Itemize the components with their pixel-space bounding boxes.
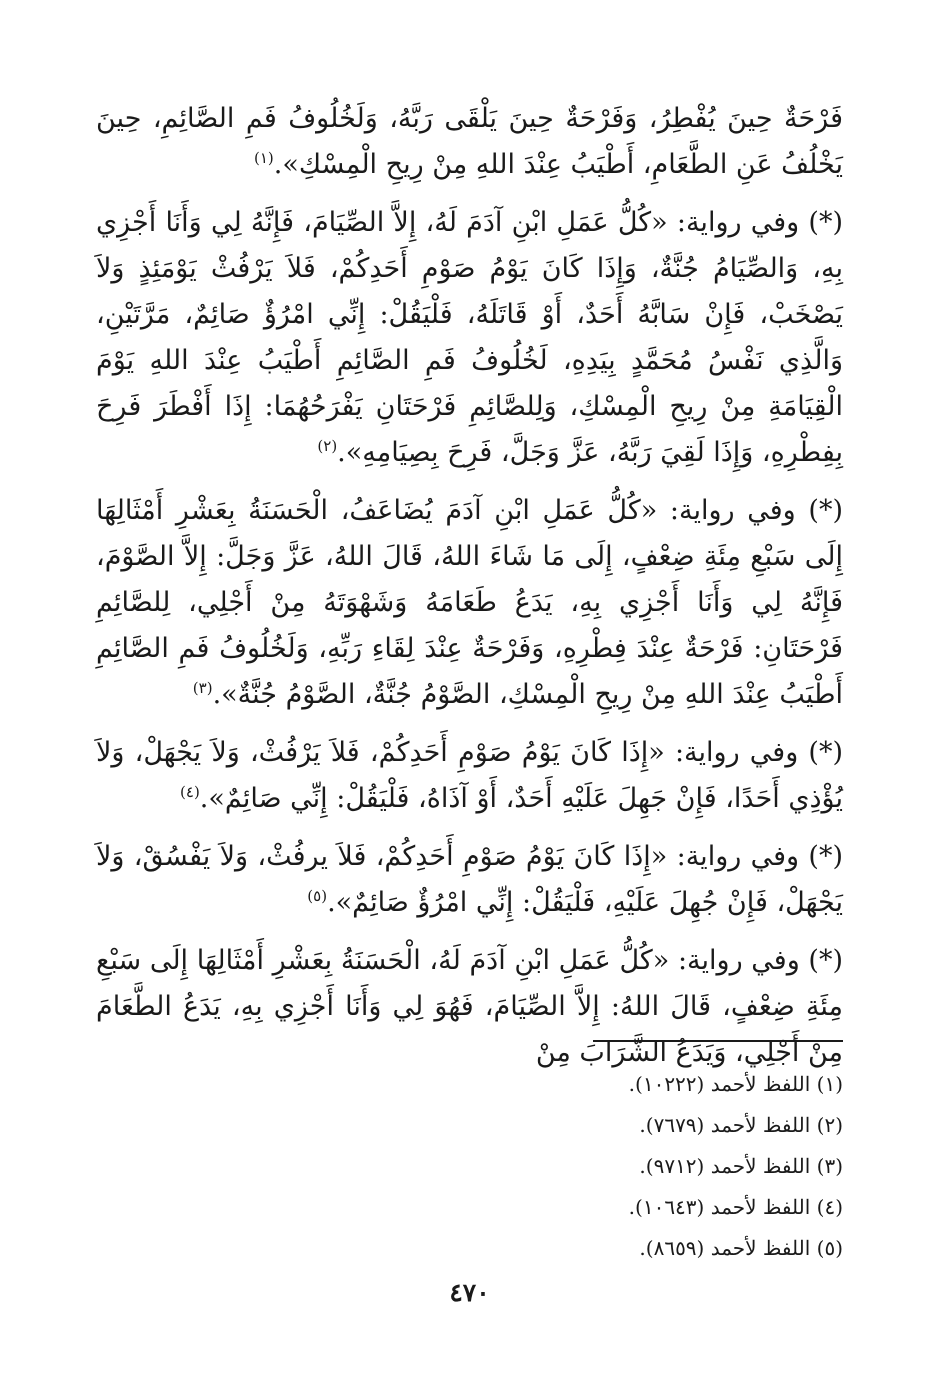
paragraph-text: فَرْحَةٌ حِينَ يُفْطِرُ، وَفَرْحَةٌ حِينَ يَلْقَى رَبَّهُ، وَلَخُلُوفُ فَمِ الصَّائِمِ، حِينَ يَخْلُفُ عَنِ الطَّعَامِ، أَطْيَبُ عِنْدَ اللهِ مِنْ رِيحِ الْمِسْكِ».	[96, 103, 843, 180]
page-number: ٤٧٠	[449, 1278, 490, 1307]
paragraph-text: (*) وفي رواية: «إِذَا كَانَ يَوْمُ صَوْمِ أَحَدِكُمْ، فَلاَ يَرْفُثْ، وَلاَ يَجْهَلْ، وَلاَ يُؤْذِي أَحَدًا، فَإِنْ جَهِلَ عَلَيْهِ أَحَدٌ، أَوْ آذَاهُ، فَلْيَقُلْ: إِنِّي صَائِمٌ».	[96, 737, 843, 814]
hadith-paragraph	[96, 730, 843, 822]
footnote-item: (١) اللفظ لأحمد (١٠٢٢٢).	[628, 1072, 843, 1096]
paragraph-text: (*) وفي رواية: «كُلُّ عَمَلِ ابْنِ آدَمَ يُضَاعَفُ، الْحَسَنَةُ بِعَشْرِ أَمْثَالِهَا إِلَى سَبْعِ مِئَةِ ضِعْفٍ، إِلَى مَا شَاءَ اللهُ، قَالَ اللهُ، عَزَّ وَجَلَّ: إِلاَّ الصَّوْمَ، فَإِنَّهُ لِي وَأَنَا أَجْزِي بِهِ، يَدَعُ طَعَامَهُ وَشَهْوَتَهُ مِنْ أَجْلِي، لِلصَّائِمِ فَرْحَتَانِ: فَرْحَةٌ عِنْدَ فِطْرِهِ، وَفَرْحَةٌ عِنْدَ لِقَاءِ رَبِّهِ، وَلَخُلُوفُ فَمِ الصَّائِمِ أَطْيَبُ عِنْدَ اللهِ مِنْ رِيحِ الْمِسْكِ، الصَّوْمُ جُنَّةٌ، الصَّوْمُ جُنَّةٌ».	[96, 495, 843, 710]
book-page	[96, 96, 843, 1379]
hadith-paragraph	[96, 96, 843, 188]
footnote-reference[interactable]: (٥)	[307, 887, 328, 905]
hadith-paragraph	[96, 834, 843, 926]
hadith-body	[96, 96, 843, 1076]
footnote-reference[interactable]: (١)	[254, 149, 274, 167]
paragraph-text: (*) وفي رواية: «كُلُّ عَمَلِ ابْنِ آدَمَ لَهُ، الْحَسَنَةُ بِعَشْرِ أَمْثَالِهَا إِلَى سَبْعِ مِئَةِ ضِعْفٍ، قَالَ اللهُ: إِلاَّ الصِّيَامَ، فَهُوَ لِي وَأَنَا أَجْزِي بِهِ، يَدَعُ الطَّعَامَ مِنْ أَجْلِي، وَيَدَعُ الشَّرَابَ مِنْ	[96, 945, 843, 1068]
footnote-reference[interactable]: (٢)	[317, 437, 338, 455]
hadith-paragraph	[96, 938, 843, 1076]
footnote-divider	[593, 1040, 843, 1042]
footnote-reference[interactable]: (٣)	[192, 679, 213, 697]
footnote-item: (٣) اللفظ لأحمد (٩٧١٢).	[639, 1154, 843, 1178]
hadith-paragraph	[96, 200, 843, 476]
paragraph-text: (*) وفي رواية: «إِذَا كَانَ يَوْمُ صَوْمِ أَحَدِكُمْ، فَلاَ يرفُثْ، وَلاَ يَفْسُقْ، وَلاَ يَجْهَلْ، فَإِنْ جُهِلَ عَلَيْهِ، فَلْيَقُلْ: إِنِّي امْرُؤٌ صَائِمٌ».	[96, 841, 843, 918]
hadith-paragraph	[96, 488, 843, 718]
footnote-item: (٥) اللفظ لأحمد (٨٦٥٩).	[639, 1236, 843, 1260]
footnote-reference[interactable]: (٤)	[180, 783, 200, 801]
footnote-item: (٤) اللفظ لأحمد (١٠٦٤٣).	[628, 1195, 843, 1219]
paragraph-text: (*) وفي رواية: «كُلُّ عَمَلِ ابْنِ آدَمَ لَهُ، إِلاَّ الصِّيَامَ، فَإِنَّهُ لِي وَأَنَا أَجْزِي بِهِ، وَالصِّيَامُ جُنَّةٌ، وَإِذَا كَانَ يَوْمُ صَوْمِ أَحَدِكُمْ، فَلاَ يَرْفُثْ يَوْمَئِذٍ وَلاَ يَصْخَبْ، فَإِنْ سَابَّهُ أَحَدٌ، أَوْ قَاتَلَهُ، فَلْيَقُلْ: إِنِّي امْرُؤٌ صَائِمٌ، مَرَّتَيْنِ، وَالَّذِي نَفْسُ مُحَمَّدٍ بِيَدِهِ، لَخُلُوفُ فَمِ الصَّائِمِ أَطْيَبُ عِنْدَ اللهِ يَوْمَ الْقِيَامَةِ مِنْ رِيحِ الْمِسْكِ، وَلِلصَّائِمِ فَرْحَتَانِ يَفْرَحُهُمَا: إِذَا أَفْطَرَ فَرِحَ بِفِطْرِهِ، وَإِذَا لَقِيَ رَبَّهُ، عَزَّ وَجَلَّ، فَرِحَ بِصِيَامِهِ».	[96, 207, 843, 468]
footnotes-list	[96, 1064, 843, 1269]
footnote-item: (٢) اللفظ لأحمد (٧٦٧٩).	[639, 1113, 843, 1137]
